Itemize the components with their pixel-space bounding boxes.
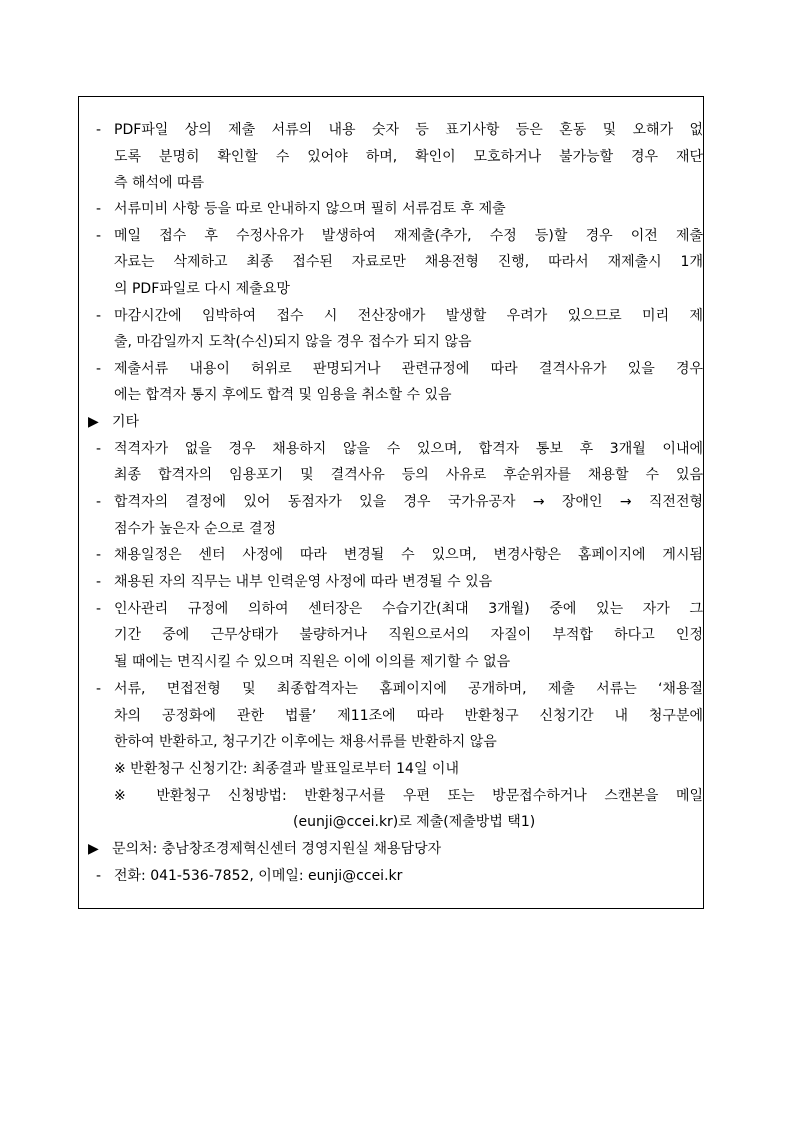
text-line: 기간 중에 근무상태가 불량하거나 직원으로서의 자질이 부적합 하다고 인정: [114, 627, 703, 643]
text-line: 도록 분명히 확인할 수 있어야 하며, 확인이 모호하거나 불가능할 경우 재단: [114, 149, 703, 165]
text-line: 될 때에는 면직시킬 수 있으며 직원은 이에 이의를 제기할 수 없음: [114, 654, 511, 670]
bullet-dash: -: [96, 308, 102, 324]
text-line: 인사관리 규정에 의하여 센터장은 수습기간(최대 3개월) 중에 있는 자가 그: [114, 601, 703, 617]
bullet-dash: -: [96, 494, 102, 510]
section-heading-etc: 기타: [112, 414, 140, 430]
triangle-bullet-icon: ▶: [88, 414, 99, 430]
bullet-dash: -: [96, 601, 102, 617]
note-line: ※ 반환청구 신청방법: 반환청구서를 우편 또는 방문접수하거나 스캔본을 메일: [114, 788, 703, 804]
text-line: 점수가 높은자 순으로 결정: [114, 521, 277, 537]
bullet-dash: -: [96, 122, 102, 138]
text-line: 최종 합격자의 임용포기 및 결격사유 등의 사유로 후순위자를 채용할 수 있음: [114, 467, 703, 483]
text-line: 채용된 자의 직무는 내부 인력운영 사정에 따라 변경될 수 있음: [114, 574, 493, 590]
text-line: 제출서류 내용이 허위로 판명되거나 관련규정에 따라 결격사유가 있을 경우: [114, 361, 703, 377]
text-line: 서류, 면접전형 및 최종합격자는 홈페이지에 공개하며, 제출 서류는 ‘채용절: [114, 681, 703, 697]
bullet-dash: -: [96, 228, 102, 244]
contact-line: 전화: 041-536-7852, 이메일: eunji@ccei.kr: [114, 868, 403, 884]
text-line: 측 해석에 따름: [114, 175, 205, 191]
note-line: (eunji@ccei.kr)로 제출(제출방법 택1): [293, 814, 536, 830]
bullet-dash: -: [96, 201, 102, 217]
bullet-dash: -: [96, 868, 102, 884]
text-line: 마감시간에 임박하여 접수 시 전산장애가 발생할 우려가 있으므로 미리 제: [114, 308, 703, 324]
section-heading-contact: 문의처: 충남창조경제혁신센터 경영지원실 채용담당자: [112, 841, 442, 857]
text-line: PDF파일 상의 제출 서류의 내용 숫자 등 표기사항 등은 혼동 및 오해가 없: [114, 122, 703, 138]
text-line: 의 PDF파일로 다시 제출요망: [114, 281, 290, 297]
bullet-dash: -: [96, 361, 102, 377]
triangle-bullet-icon: ▶: [88, 841, 99, 857]
text-line: 적격자가 없을 경우 채용하지 않을 수 있으며, 합격자 통보 후 3개월 이내에: [114, 441, 703, 457]
bullet-dash: -: [96, 441, 102, 457]
text-line: 출, 마감일까지 도착(수신)되지 않을 경우 접수가 되지 않음: [114, 334, 472, 350]
text-line: 한하여 반환하고, 청구기간 이후에는 채용서류를 반환하지 않음: [114, 734, 497, 750]
text-line: 에는 합격자 통지 후에도 합격 및 임용을 취소할 수 있음: [114, 387, 452, 403]
text-line: 합격자의 결정에 있어 동점자가 있을 경우 국가유공자 → 장애인 → 직전전형: [114, 494, 703, 510]
text-line: 메일 접수 후 수정사유가 발생하여 재제출(추가, 수정 등)할 경우 이전 제출: [114, 228, 703, 244]
text-line: 서류미비 사항 등을 따로 안내하지 않으며 필히 서류검토 후 제출: [114, 201, 506, 217]
bullet-dash: -: [96, 547, 102, 563]
text-line: 자료는 삭제하고 최종 접수된 자료로만 채용전형 진행, 따라서 재제출시 1개: [114, 254, 703, 270]
text-line: 채용일정은 센터 사정에 따라 변경될 수 있으며, 변경사항은 홈페이지에 게시됨: [114, 547, 703, 563]
note-line: ※ 반환청구 신청기간: 최종결과 발표일로부터 14일 이내: [114, 761, 459, 777]
bullet-dash: -: [96, 681, 102, 697]
text-line: 차의 공정화에 관한 법률’ 제11조에 따라 반환청구 신청기간 내 청구분에: [114, 708, 703, 724]
bullet-dash: -: [96, 574, 102, 590]
